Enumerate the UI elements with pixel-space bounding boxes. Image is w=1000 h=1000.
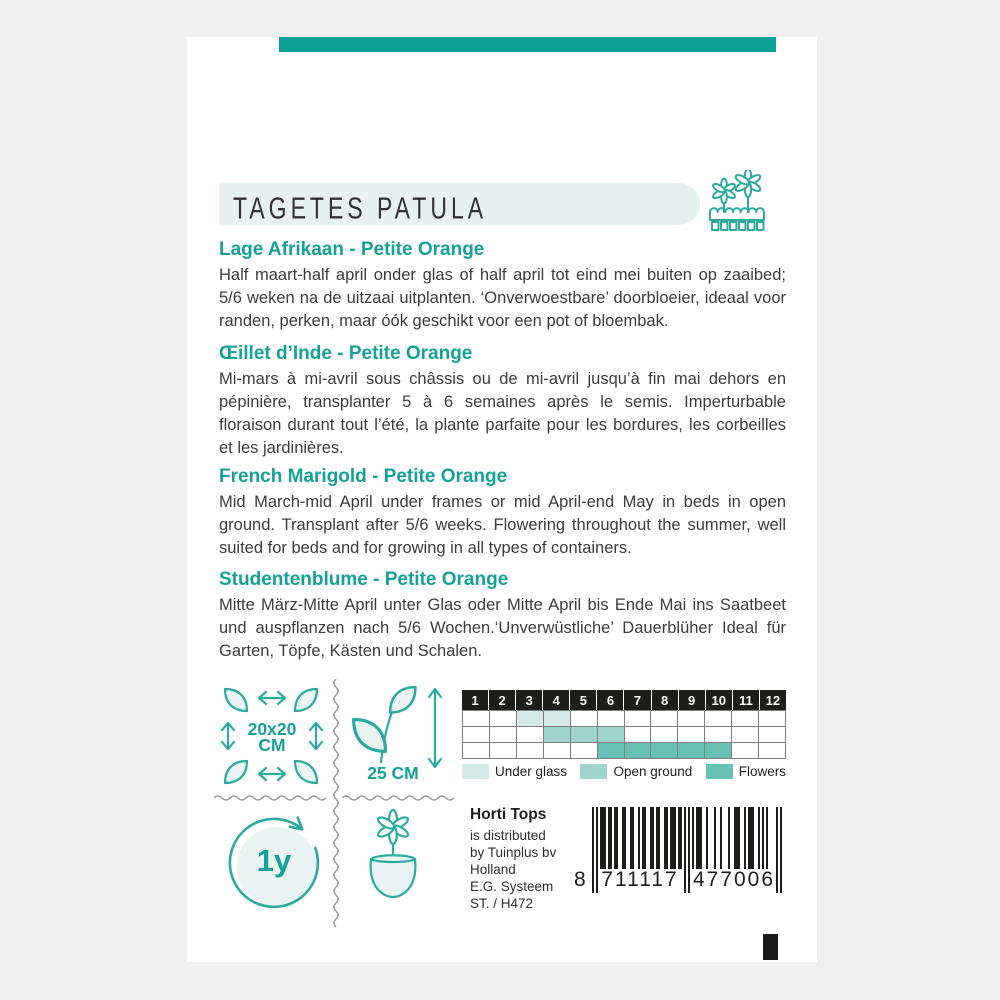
distributor-lines: [470, 827, 580, 912]
section-heading: Œillet d’Inde - Petite Orange: [219, 343, 473, 364]
calendar-cell: [759, 743, 786, 759]
calendar-month-cell: 9: [679, 690, 706, 710]
flower-box-icon: [704, 170, 770, 234]
calendar-cell: [732, 711, 759, 727]
calendar-cell: [678, 727, 705, 743]
distributor-line: by Tuinplus bv: [470, 845, 557, 860]
barcode-bar: [720, 807, 722, 869]
flower-pot-icon: [363, 805, 423, 900]
legend-swatch: [462, 764, 489, 779]
calendar-month-cell: 11: [733, 690, 760, 710]
section-body: Mid March-mid April under frames or mid April-end May in beds in open ground. Transplant after 5/6 weeks. Flowering throughout the summer, well suited for beds and for growing in all types of containers.: [219, 493, 786, 557]
distributor-block: [470, 806, 580, 912]
barcode-bar: [758, 807, 760, 869]
barcode-bar: [604, 807, 606, 869]
barcode-bar: [644, 807, 646, 869]
barcode-bar: [680, 807, 682, 869]
barcode-bar: [700, 807, 702, 869]
section-heading: Lage Afrikaan - Petite Orange: [219, 239, 485, 260]
calendar-month-cell: 12: [760, 690, 786, 710]
calendar-cell: [759, 711, 786, 727]
ean-barcode: [574, 807, 786, 897]
calendar-cell: [651, 727, 678, 743]
calendar-cell: [625, 727, 652, 743]
barcode-bar: [684, 807, 686, 893]
barcode-bar: [780, 807, 782, 893]
barcode-bar: [752, 807, 754, 869]
distributor-line: Holland: [470, 862, 516, 877]
calendar-cell: [571, 743, 598, 759]
calendar-cell: [517, 727, 544, 743]
calendar-cell: [732, 727, 759, 743]
barcode-bar: [658, 807, 660, 869]
barcode-bar: [616, 807, 618, 869]
calendar-cell: [463, 727, 490, 743]
annual-cycle-label: 1y: [256, 843, 292, 878]
barcode-bar: [688, 807, 690, 893]
calendar-legend: [462, 764, 786, 779]
calendar-cell: [598, 711, 625, 727]
calendar-row-under-glass: [462, 710, 786, 727]
legend-swatch: [706, 764, 733, 779]
calendar-month-cell: 4: [543, 690, 570, 710]
calendar-cell: [517, 743, 544, 759]
barcode-bar: [738, 807, 740, 869]
calendar-cell: [463, 743, 490, 759]
section-german: [219, 569, 786, 663]
calendar-cell: [705, 743, 732, 759]
legend-item: [706, 764, 786, 779]
plant-height-label: 25 CM: [367, 763, 419, 783]
calendar-cell: [759, 727, 786, 743]
calendar-cell: [571, 711, 598, 727]
barcode-digit-group-right: 477006: [692, 868, 776, 891]
print-registration-mark: [763, 934, 778, 960]
legend-label: Under glass: [495, 764, 568, 779]
calendar-month-header: [462, 690, 786, 710]
section-english: [219, 466, 786, 560]
calendar-cell: [651, 743, 678, 759]
calendar-cell: [598, 743, 625, 759]
calendar-month-cell: 8: [652, 690, 679, 710]
barcode-bar: [714, 807, 716, 869]
calendar-month-cell: 7: [624, 690, 651, 710]
calendar-cell: [678, 711, 705, 727]
barcode-bar: [592, 807, 594, 893]
calendar-cell: [463, 711, 490, 727]
barcode-bar: [776, 807, 778, 893]
distributor-name: Horti Tops: [470, 806, 547, 823]
section-heading: Studentenblume - Petite Orange: [219, 569, 509, 590]
calendar-month-cell: 10: [706, 690, 733, 710]
barcode-digit-prefix: 8: [574, 868, 588, 891]
calendar-cell: [490, 743, 517, 759]
accent-top-bar: [279, 37, 776, 52]
botanical-name: TAGETES PATULA: [233, 191, 488, 226]
calendar-month-cell: 3: [516, 690, 543, 710]
calendar-cell: [544, 743, 571, 759]
calendar-row-flowers: [462, 743, 786, 759]
spacing-unit: CM: [258, 735, 286, 755]
calendar-rows: [462, 710, 786, 759]
section-body: Half maart-half april onder glas of half april tot eind mei buiten op zaaibed; 5/6 weken na de uitzaai uitplanten. ‘Onverwoestbare’ doorbloeier, ideaal voor randen, perken, maar óók geschikt voor een pot of bloembak.: [219, 266, 786, 330]
wavy-divider-horizontal-left: [214, 794, 330, 803]
distributor-line: is distributed: [470, 828, 546, 843]
legend-label: Flowers: [738, 764, 786, 779]
calendar-cell: [544, 727, 571, 743]
calendar-cell: [705, 711, 732, 727]
barcode-bar: [632, 807, 634, 869]
calendar-cell: [705, 727, 732, 743]
barcode-bar: [692, 807, 694, 869]
barcode-bar: [674, 807, 676, 869]
barcode-bar: [762, 807, 764, 869]
legend-item: [580, 764, 692, 779]
barcode-bar: [610, 807, 612, 869]
legend-swatch: [580, 764, 607, 779]
calendar-month-cell: 6: [597, 690, 624, 710]
barcode-digit-group-left: 711117: [601, 868, 679, 891]
barcode-bar: [766, 807, 768, 869]
spacing-value: 20x20: [247, 719, 297, 739]
calendar-row-open-ground: [462, 727, 786, 743]
title-banner: [219, 183, 700, 225]
distributor-line: ST. / H472: [470, 896, 534, 911]
calendar-month-cell: 2: [489, 690, 516, 710]
seed-packet-back: [187, 37, 817, 962]
calendar-cell: [651, 711, 678, 727]
spacing-label: [240, 721, 304, 753]
section-heading: French Marigold - Petite Orange: [219, 466, 508, 487]
calendar-cell: [732, 743, 759, 759]
wavy-divider-vertical: [332, 679, 341, 929]
calendar-cell: [625, 743, 652, 759]
section-french: [219, 343, 786, 460]
barcode-bar: [624, 807, 626, 869]
calendar-month-cell: 1: [462, 690, 489, 710]
calendar-cell: [490, 711, 517, 727]
legend-label: Open ground: [613, 764, 693, 779]
section-body: Mi-mars à mi-avril sous châssis ou de mi-avril jusqu’à fin mai dehors en pépinière, transplanter 5 à 6 semaines après le semis. Imperturbable floraison durant tout l’été, la plante parfaite pour les bordures, les corbeilles et les jardinières.: [219, 370, 786, 457]
barcode-bar: [666, 807, 668, 869]
calendar-cell: [678, 743, 705, 759]
barcode-bar: [706, 807, 708, 869]
calendar-cell: [517, 711, 544, 727]
calendar-month-cell: 5: [570, 690, 597, 710]
barcode-bar: [744, 807, 746, 869]
calendar-cell: [544, 711, 571, 727]
calendar-cell: [571, 727, 598, 743]
barcode-bar: [638, 807, 640, 869]
calendar-cell: [598, 727, 625, 743]
calendar-cell: [625, 711, 652, 727]
calendar-cell: [490, 727, 517, 743]
barcode-bar: [728, 807, 730, 869]
sowing-calendar: [462, 690, 786, 759]
wavy-divider-horizontal-right: [342, 794, 458, 803]
section-body: Mitte März-Mitte April unter Glas oder Mitte April bis Ende Mai ins Saatbeet und auspflanzen nach 5/6 Wochen.‘Unverwüstliche’ Dauerblüher Ideal für Garten, Töpfe, Kästen und Schalen.: [219, 596, 786, 660]
distributor-line: E.G. Systeem: [470, 879, 554, 894]
barcode-bar: [652, 807, 654, 869]
legend-item: [462, 764, 567, 779]
section-dutch: [219, 239, 786, 333]
